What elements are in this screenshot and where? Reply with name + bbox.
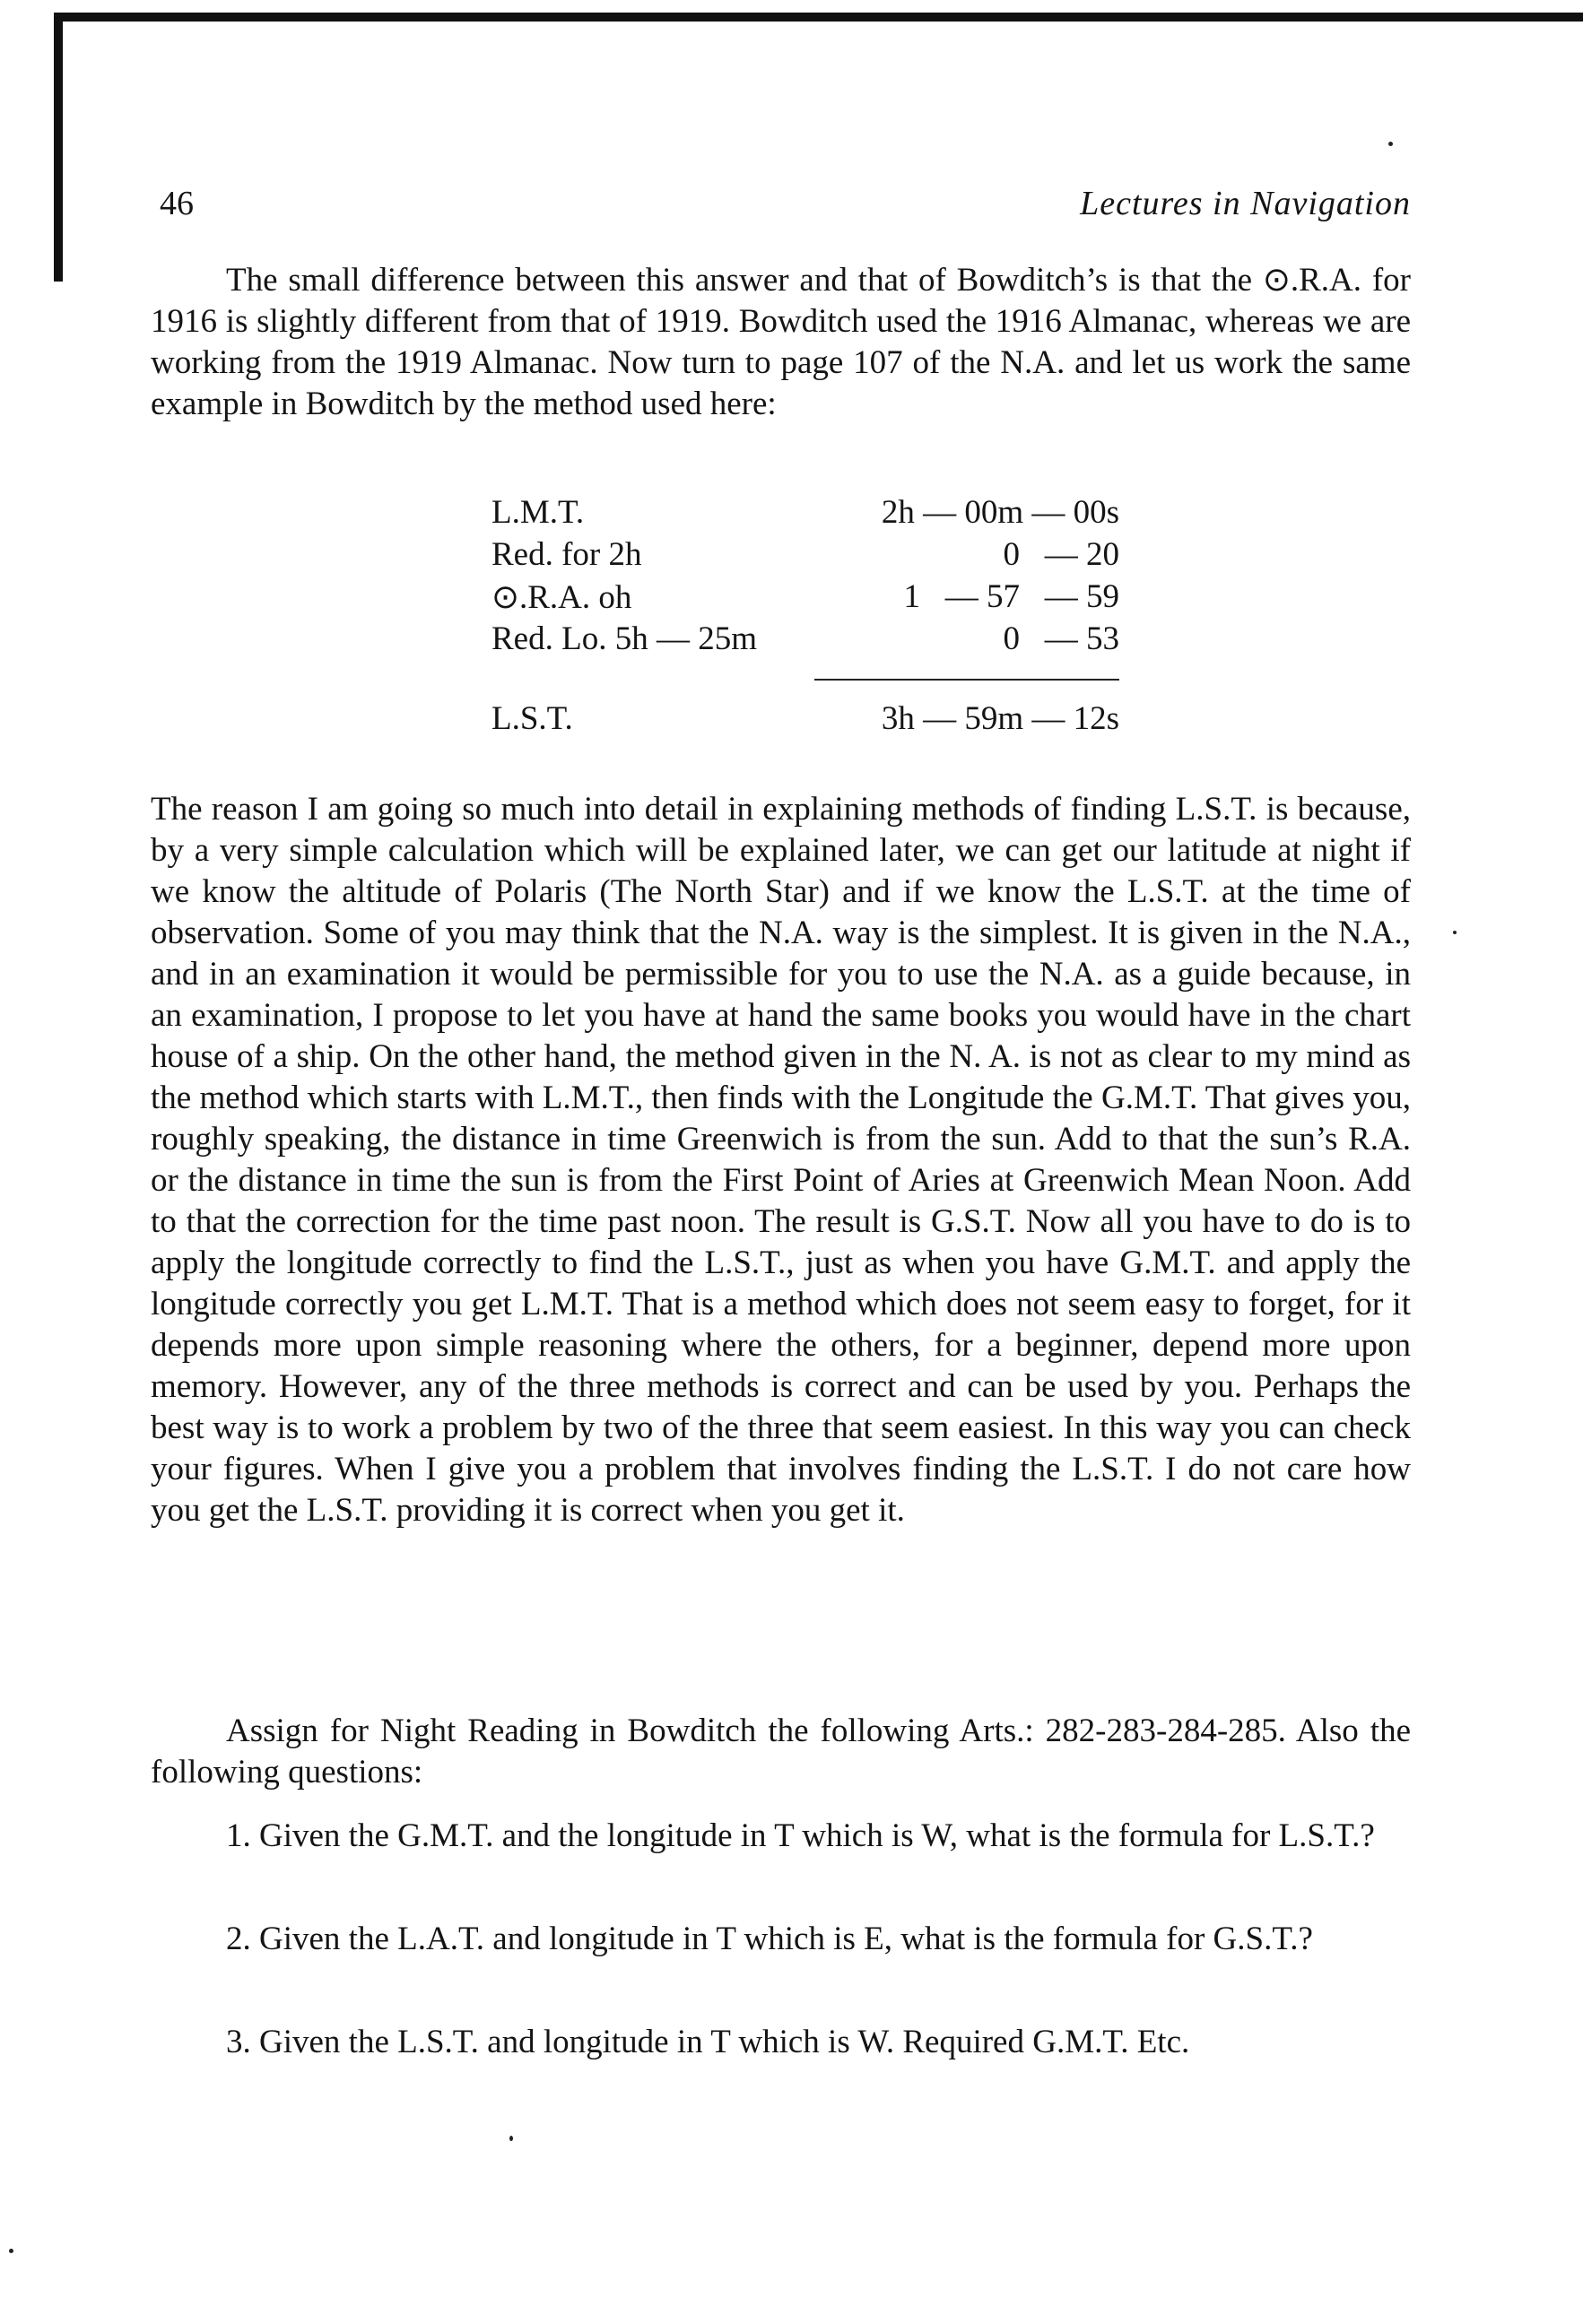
- calc-row-label: ⊙.R.A. oh: [491, 579, 632, 616]
- calc-total-row: [491, 699, 1119, 741]
- calc-row-label: L.M.T.: [491, 494, 585, 531]
- calc-row-value: 1 — 57 — 59: [903, 578, 1119, 615]
- question-item: 1. Given the G.M.T. and the longitude in T which is W, what is the formula for L.S.T.?: [226, 1817, 1375, 1854]
- calc-row: [491, 493, 1119, 535]
- scan-speck: [509, 2136, 513, 2141]
- running-title: Lectures in Navigation: [1080, 185, 1411, 222]
- question-item: 2. Given the L.A.T. and longitude in T which is E, what is the formula for G.S.T.?: [226, 1921, 1313, 1957]
- calc-total-label: L.S.T.: [491, 700, 573, 737]
- scan-speck: [1388, 142, 1393, 146]
- sum-rule: [814, 679, 1119, 681]
- scan-speck: [1453, 931, 1457, 934]
- question-item: 3. Given the L.S.T. and longitude in T which is W. Required G.M.T. Etc.: [226, 2024, 1190, 2060]
- calc-row: [491, 535, 1119, 577]
- scan-border-top: [54, 13, 1583, 22]
- paragraph-assignment: Assign for Night Reading in Bowditch the following Arts.: 282-283-284-285. Also the following questions:: [151, 1713, 1411, 1791]
- scan-border-left: [54, 13, 63, 282]
- scan-speck: [9, 2249, 13, 2253]
- calc-row: [491, 577, 1119, 620]
- calc-row-value: 2h — 00m — 00s: [881, 494, 1119, 531]
- lst-calculation-table: [491, 493, 1119, 737]
- paragraph-explanation: The reason I am going so much into detail in explaining methods of finding L.S.T. is because, by a very simple calculation which will be explained later, we can get our latitude at night if we know the altitude of Polaris (The North Star) and if we know the L.S.T. at the time of observation. Some of you may think that the N.A. way is the simplest. It is given in the N.A., and in an examination it would be permissible for you to use the N.A. as a guide because, in an examination, I propose to let you have at hand the same books you would have in the chart house of a ship. On the other hand, the method given in the N. A. is not as clear to my mind as the method which starts with L.M.T., then finds with the Longitude the G.M.T. That gives you, roughly speaking, the distance in time Greenwich is from the sun. Add to that the sun’s R.A. or the distance in time the sun is from the First Point of Aries at Greenwich Mean Noon. Add to that the correction for the time past noon. The result is G.S.T. Now all you have to do is to apply the longitude correctly to find the L.S.T., just as when you have G.M.T. and apply the longitude correctly you get L.M.T. That is a method which does not seem easy to forget, for it depends more upon simple reasoning where the others, for a beginner, depend more upon memory. However, any of the three methods is correct and can be used by you. Perhaps the best way is to work a problem by two of the three that seem easiest. In this way you can check your figures. When I give you a problem that involves finding the L.S.T. I do not care how you get the L.S.T. providing it is correct when you get it.: [151, 791, 1411, 1529]
- calc-row-label: Red. Lo. 5h — 25m: [491, 620, 757, 657]
- calc-row-label: Red. for 2h: [491, 536, 642, 573]
- calc-row-value: 0 — 53: [1003, 620, 1119, 657]
- calc-row-value: 0 — 20: [1003, 536, 1119, 573]
- page-header: [160, 184, 1411, 238]
- calc-row: [491, 620, 1119, 662]
- calc-total-value: 3h — 59m — 12s: [881, 700, 1119, 737]
- paragraph-intro: The small difference between this answer and that of Bowditch’s is that the ⊙.R.A. for 1916 is slightly different from that of 1919. Bowditch used the 1916 Almanac, whereas we are working from the 1919 Almanac. Now turn to page 107 of the N.A. and let us work the same example in Bowditch by the method used here:: [151, 262, 1411, 422]
- page-number: 46: [160, 185, 194, 222]
